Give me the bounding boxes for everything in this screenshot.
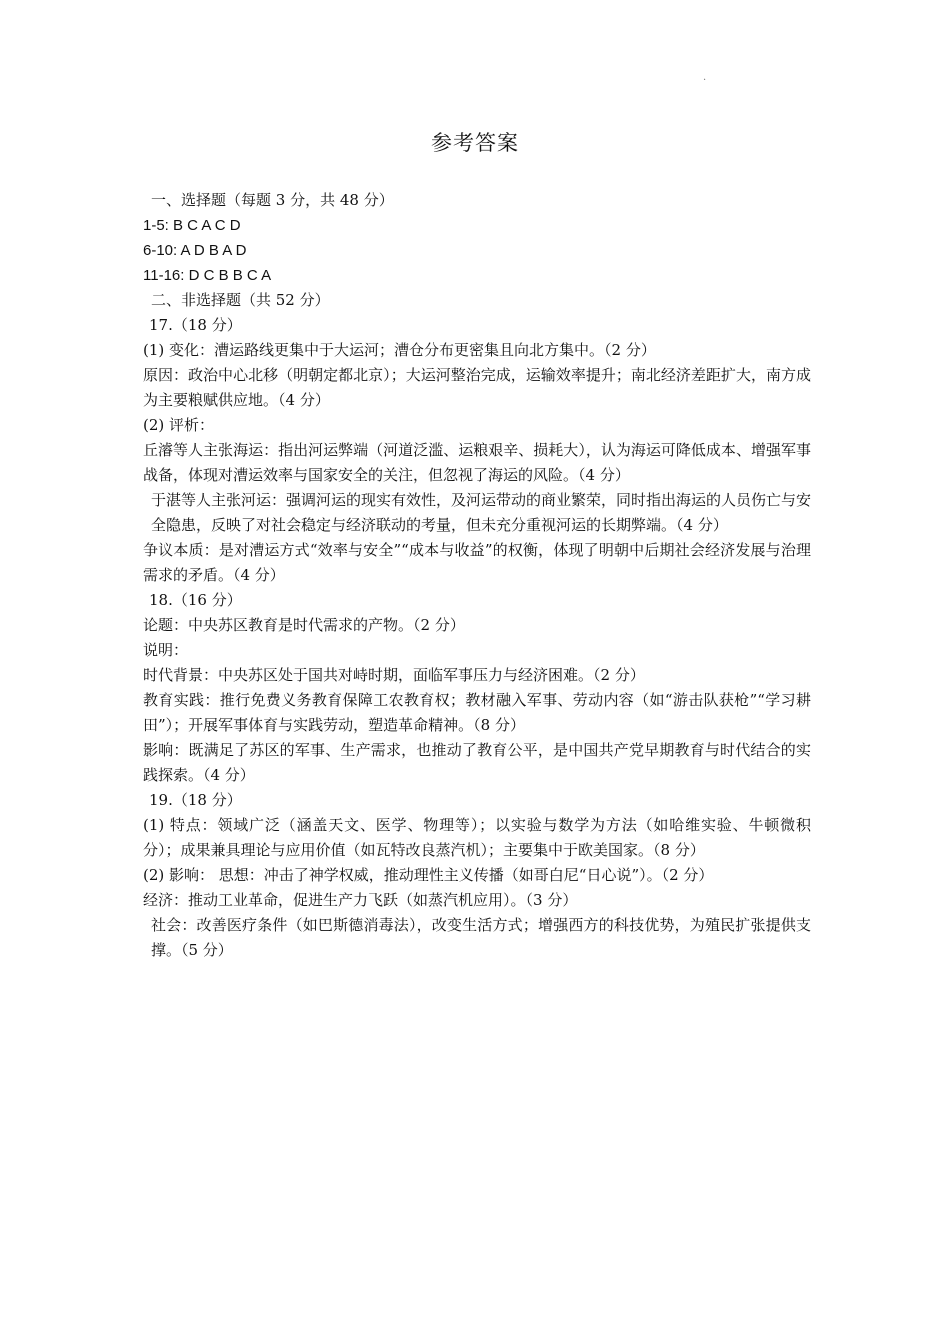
q17-part1-reason: 原因：政治中心北移（明朝定都北京）；大运河整治完成，运输效率提升；南北经济差距扩大，南方成为主要粮赋供应地。（4 分）	[143, 366, 811, 409]
page-title: 参考答案	[431, 131, 519, 155]
mc-answers-1-5: 1-5: B C A C D	[143, 217, 241, 234]
q19-impact-economy: 经济：推动工业革命，促进生产力飞跃（如蒸汽机应用）。（3 分）	[143, 891, 578, 909]
q18-heading: 18.（16 分）	[149, 591, 242, 609]
q18-practice: 教育实践：推行免费义务教育保障工农教育权；教材融入军事、劳动内容（如“游击队获枪”“学习耕田”）；开展军事体育与实践劳动，塑造革命精神。（8 分）	[143, 691, 811, 734]
q18-thesis: 论题：中央苏区教育是时代需求的产物。（2 分）	[143, 616, 465, 634]
q18-background: 时代背景：中央苏区处于国共对峙时期，面临军事压力与经济困难。（2 分）	[143, 666, 645, 684]
section2-heading: 二、非选择题（共 52 分）	[151, 291, 330, 309]
q18-impact: 影响：既满足了苏区的军事、生产需求，也推动了教育公平，是中国共产党早期教育与时代结合的实践探索。（4 分）	[143, 741, 811, 784]
q17-part2-essence: 争议本质：是对漕运方式“效率与安全”“成本与收益”的权衡，体现了明朝中后期社会经济发展与治理需求的矛盾。（4 分）	[143, 541, 811, 584]
q17-part2-sea-transport: 丘濬等人主张海运：指出河运弊端（河道泛滥、运粮艰辛、损耗大），认为海运可降低成本、增强军事战备，体现对漕运效率与国家安全的关注，但忽视了海运的风险。（4 分）	[143, 441, 811, 484]
q19-impact-thought: (2) 影响： 思想：冲击了神学权威，推动理性主义传播（如哥白尼“日心说”）。（2 分）	[143, 866, 714, 884]
q17-part2-heading: (2) 评析：	[143, 416, 215, 434]
corner-mark: .	[703, 72, 707, 83]
mc-answers-6-10: 6-10: A D B A D	[143, 242, 247, 259]
q17-heading: 17.（18 分）	[149, 316, 242, 334]
q17-part1-change: (1) 变化：漕运路线更集中于大运河；漕仓分布更密集且向北方集中。（2 分）	[143, 341, 656, 359]
q18-explanation-label: 说明：	[143, 641, 189, 659]
q19-heading: 19.（18 分）	[149, 791, 242, 809]
mc-answers-11-16: 11-16: D C B B C A	[143, 267, 272, 284]
q17-part2-river-transport: 于湛等人主张河运：强调河运的现实有效性，及河运带动的商业繁荣，同时指出海运的人员伤亡与安全隐患，反映了对社会稳定与经济联动的考量，但未充分重视河运的长期弊端。（4 分）	[151, 491, 812, 534]
q19-impact-society: 社会：改善医疗条件（如巴斯德消毒法），改变生活方式；增强西方的科技优势，为殖民扩张提供支撑。（5 分）	[151, 916, 811, 959]
q19-features: (1) 特点：领域广泛（涵盖天文、医学、物理等）；以实验与数学为方法（如哈维实验、牛顿微积分）；成果兼具理论与应用价值（如瓦特改良蒸汽机）；主要集中于欧美国家。（8 分）	[143, 816, 811, 859]
section1-heading: 一、选择题（每题 3 分，共 48 分）	[151, 191, 394, 209]
answer-content	[143, 188, 811, 963]
